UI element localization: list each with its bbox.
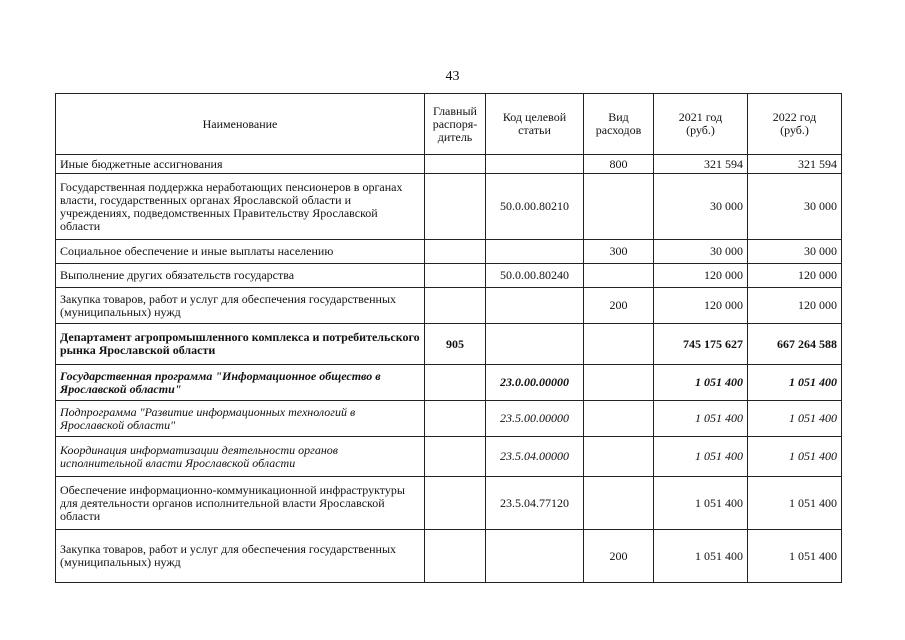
- cell-expense-type: [584, 437, 654, 477]
- cell-amount-2022: 667 264 588: [748, 324, 842, 365]
- cell-amount-2022: 1 051 400: [748, 365, 842, 401]
- cell-amount-2022: 120 000: [748, 264, 842, 288]
- header-expense-type-line: расходов: [595, 123, 642, 137]
- cell-main-manager: [425, 264, 486, 288]
- cell-target-code: [486, 324, 584, 365]
- cell-target-code: 23.5.04.77120: [486, 477, 584, 530]
- table-body: [56, 155, 842, 583]
- cell-target-code: [486, 530, 584, 583]
- cell-amount-2021: 30 000: [654, 174, 748, 240]
- cell-name: Выполнение других обязательств государства: [56, 264, 425, 288]
- table-row: [56, 240, 842, 264]
- cell-main-manager: 905: [425, 324, 486, 365]
- cell-main-manager: [425, 437, 486, 477]
- cell-expense-type: [584, 264, 654, 288]
- table-row: [56, 264, 842, 288]
- cell-name: Подпрограмма "Развитие информационных технологий в Ярославской области": [56, 401, 425, 437]
- table-row: [56, 477, 842, 530]
- cell-amount-2022: 1 051 400: [748, 477, 842, 530]
- header-main-manager-line: распоря-: [432, 116, 478, 131]
- cell-amount-2021: 30 000: [654, 240, 748, 264]
- cell-main-manager: [425, 155, 486, 174]
- cell-amount-2021: 1 051 400: [654, 437, 748, 477]
- cell-name: Закупка товаров, работ и услуг для обеспечения государственных (муниципальных) нужд: [56, 530, 425, 583]
- cell-main-manager: [425, 401, 486, 437]
- cell-target-code: 23.5.00.00000: [486, 401, 584, 437]
- table-row: [56, 288, 842, 324]
- cell-name: Обеспечение информационно-коммуникационной инфраструктуры для деятельности органов исполнительной власти Ярославской области: [56, 477, 425, 530]
- cell-name: Координация информатизации деятельности органов исполнительной власти Ярославской области: [56, 437, 425, 477]
- header-target-code: [486, 94, 584, 155]
- cell-expense-type: [584, 365, 654, 401]
- cell-amount-2022: 30 000: [748, 174, 842, 240]
- cell-amount-2021: 1 051 400: [654, 477, 748, 530]
- cell-name: Закупка товаров, работ и услуг для обеспечения государственных (муниципальных) нужд: [56, 288, 425, 324]
- cell-target-code: 50.0.00.80210: [486, 174, 584, 240]
- header-expense-type: [584, 94, 654, 155]
- header-year-2021-line: 2021 год: [678, 110, 723, 124]
- header-year-2021: [654, 94, 748, 155]
- table-row: [56, 365, 842, 401]
- cell-amount-2022: 1 051 400: [748, 437, 842, 477]
- cell-expense-type: 200: [584, 530, 654, 583]
- header-row: [56, 94, 842, 155]
- header-name: Наименование: [56, 94, 425, 155]
- header-target-code-line: Код целевой: [502, 110, 567, 124]
- cell-target-code: 50.0.00.80240: [486, 264, 584, 288]
- cell-target-code: 23.0.00.00000: [486, 365, 584, 401]
- cell-amount-2021: 1 051 400: [654, 365, 748, 401]
- cell-target-code: [486, 240, 584, 264]
- cell-amount-2022: 1 051 400: [748, 530, 842, 583]
- cell-expense-type: [584, 324, 654, 365]
- cell-main-manager: [425, 288, 486, 324]
- cell-expense-type: [584, 174, 654, 240]
- cell-name: Социальное обеспечение и иные выплаты населению: [56, 240, 425, 264]
- cell-amount-2022: 120 000: [748, 288, 842, 324]
- table-row: [56, 174, 842, 240]
- header-year-2022-line: 2022 год: [772, 110, 817, 124]
- header-year-2022: [748, 94, 842, 155]
- cell-expense-type: [584, 477, 654, 530]
- cell-amount-2021: 120 000: [654, 264, 748, 288]
- cell-expense-type: 800: [584, 155, 654, 174]
- cell-amount-2022: 30 000: [748, 240, 842, 264]
- cell-main-manager: [425, 477, 486, 530]
- cell-expense-type: [584, 401, 654, 437]
- table-row: [56, 155, 842, 174]
- header-main-manager-line: дитель: [437, 129, 473, 144]
- header-year-2022-line: (руб.): [780, 123, 809, 137]
- cell-target-code: [486, 288, 584, 324]
- budget-table: [55, 93, 842, 583]
- cell-expense-type: 300: [584, 240, 654, 264]
- cell-name: Иные бюджетные ассигнования: [56, 155, 425, 174]
- header-main-manager: [425, 94, 486, 155]
- cell-amount-2022: 321 594: [748, 155, 842, 174]
- table-row: [56, 437, 842, 477]
- cell-amount-2021: 1 051 400: [654, 401, 748, 437]
- cell-name: Государственная программа "Информационное общество в Ярославской области": [56, 365, 425, 401]
- header-expense-type-line: Вид: [608, 110, 629, 124]
- cell-main-manager: [425, 174, 486, 240]
- cell-amount-2021: 1 051 400: [654, 530, 748, 583]
- cell-amount-2021: 745 175 627: [654, 324, 748, 365]
- table-row: [56, 324, 842, 365]
- table-row: [56, 401, 842, 437]
- cell-name: Государственная поддержка неработающих пенсионеров в органах власти, государственных органах Ярославской области и учреждениях, подведомственных Правительству Ярославской области: [56, 174, 425, 240]
- cell-main-manager: [425, 365, 486, 401]
- header-year-2021-line: (руб.): [686, 123, 715, 137]
- cell-amount-2021: 120 000: [654, 288, 748, 324]
- header-target-code-line: статьи: [518, 123, 551, 137]
- header-main-manager-line: Главный: [433, 103, 477, 118]
- cell-target-code: [486, 155, 584, 174]
- cell-expense-type: 200: [584, 288, 654, 324]
- cell-target-code: 23.5.04.00000: [486, 437, 584, 477]
- cell-name: Департамент агропромышленного комплекса и потребительского рынка Ярославской области: [56, 324, 425, 365]
- table-row: [56, 530, 842, 583]
- cell-main-manager: [425, 530, 486, 583]
- cell-main-manager: [425, 240, 486, 264]
- cell-amount-2021: 321 594: [654, 155, 748, 174]
- cell-amount-2022: 1 051 400: [748, 401, 842, 437]
- page-number: 43: [445, 69, 460, 84]
